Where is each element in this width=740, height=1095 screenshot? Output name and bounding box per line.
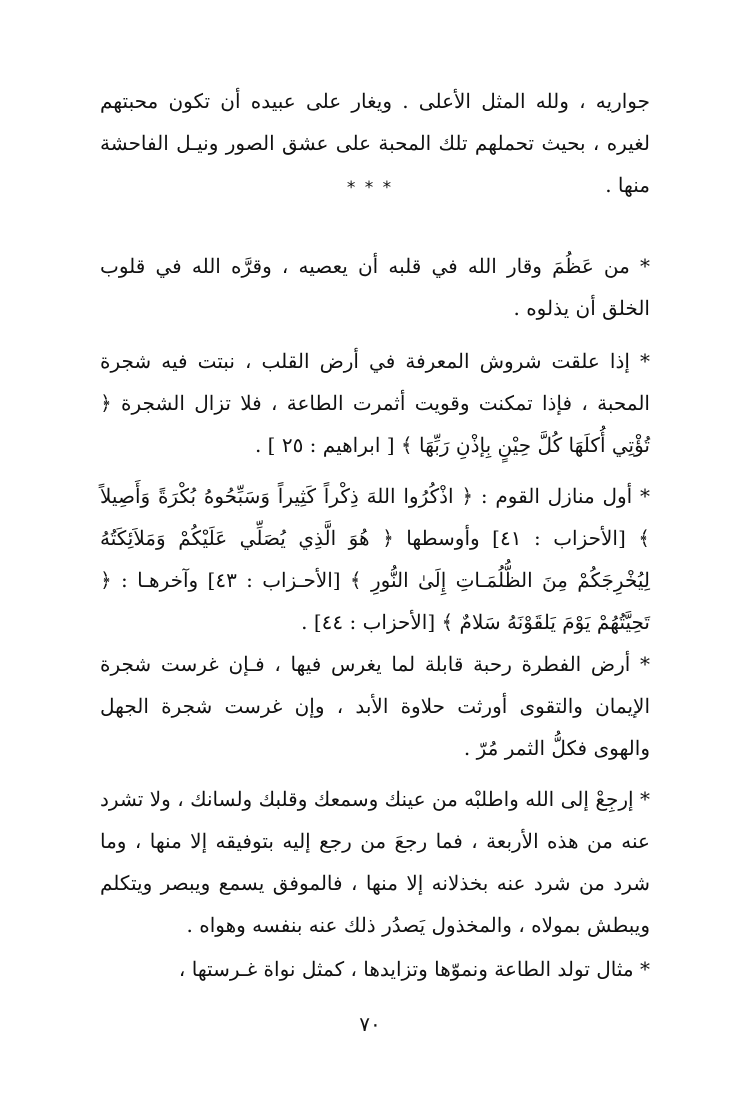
section-divider: * * * (346, 178, 394, 198)
paragraph-tree-of-love: * إذا علقت شروش المعرفة في أرض القلب ، نبتت فيه شجرة المحبة ، فإذا تمكنت وقويت أثمرت الطاعة ، فلا تزال الشجرة ﴿ تُؤْتِي أُكلَهَا كُلَّ حِيْنٍ بِإذْنِ رَبِّهَا ﴾ [ ابراهيم : ٢٥ ] . (100, 349, 650, 457)
paragraph-return-to-allah: * إرجِعْ إلى الله واطلبْه من عينك وسمعك وقلبك ولسانك ، ولا تشرد عنه من هذه الأربعة ، فما رجعَ من رجع إليه بتوفيقه إلا منها ، وما شرد من شرد عنه بخذلانه إلا منها ، فالموفق يسمع ويبصر ويتكلم ويبطش بمولاه ، والمخذول يَصدُر ذلك عنه بنفسه وهواه . (100, 787, 650, 937)
paragraph-stations: * أول منازل القوم : ﴿ اذْكُرُوا اللهَ ذِكْراً كَثِيراً وَسَبِّحُوهُ بُكْرَةً وَأَصِيلاً ﴾ [الأحزاب : ٤١] وأوسطها ﴿ هُوَ الَّذِي يُصَلِّي عَلَيْكُمْ وَمَلاَئِكَتُهُ لِيُخْرِجَكُمْ مِنَ الظُّلُمَـاتِ إِلَىٰ النُّورِ ﴾ [الأحـزاب : ٤٣] وآخرهـا : ﴿ تَحِيَّتُهُمْ يَوْمَ يَلقَوْنَهُ سَلامٌ ﴾ [الأحزاب : ٤٤] . (100, 484, 650, 634)
paragraph-continuation: جواريه ، ولله المثل الأعلى . ويغار على عبيده أن تكون محبتهم لغيره ، بحيث تحملهم تلك المحبة على عشق الصور ونيـل الفاحشة منها . (100, 89, 650, 197)
paragraph-reverence: * من عَظُمَ وقار الله في قلبه أن يعصيه ، وقرَّه الله في قلوب الخلق أن يذلوه . (100, 254, 650, 320)
page-number: ٧٠ (359, 1012, 381, 1036)
paragraph-obedience-growth: * مثال تولد الطاعة ونموّها وتزايدها ، كمثل نواة غـرستها ، (178, 957, 650, 981)
paragraph-fitrah: * أرض الفطرة رحبة قابلة لما يغرس فيها ، فـإن غرست شجرة الإيمان والتقوى أورثت حلاوة الأبد ، وإن غرست شجرة الجهل والهوى فكلُّ الثمر مُرّ . (100, 652, 650, 760)
